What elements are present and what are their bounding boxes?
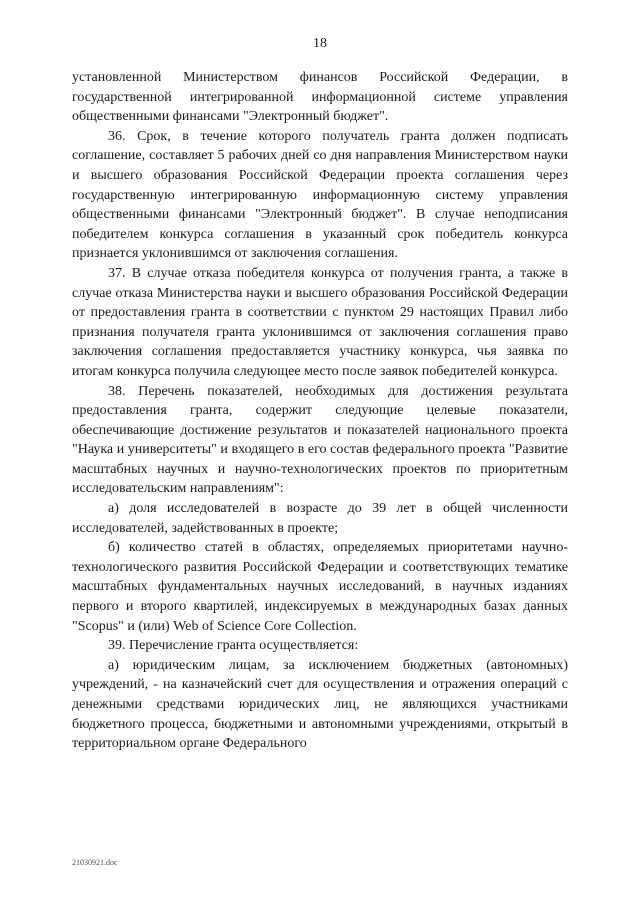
paragraph-continuation: установленной Министерством финансов Российской Федерации, в государственной интегрированной информационной системе управления общественными финансами "Электронный бюджет". bbox=[72, 70, 568, 125]
paragraph-39-item-a: а) юридическим лицам, за исключением бюджетных (автономных) учреждений, - на казначейский счет для осуществления и отражения операций с денежными средствами юридических лиц, не являющихся участниками бюджетного процесса, бюджетными и автономными учреждениями, открытый в территориальном органе Федерального bbox=[72, 657, 568, 752]
page-number: 18 bbox=[313, 36, 327, 51]
paragraph-38-item-b: б) количество статей в областях, определяемых приоритетами научно-технологического развития Российской Федерации и соответствующих тематике масштабных фундаментальных научных исследований, в научных изданиях первого и второго квартилей, индексируемых в международных базах данных "Scopus" и (или) Web of Science Core Collection. bbox=[72, 540, 568, 634]
document-body bbox=[72, 68, 568, 754]
file-name-footer: 21030921.doc bbox=[72, 858, 118, 867]
paragraph-36: 36. Срок, в течение которого получатель гранта должен подписать соглашение, составляет 5 рабочих дней со дня направления Министерством науки и высшего образования Российской Федерации проекта соглашения через государственную интегрированную информационную систему управления общественными финансами "Электронный бюджет". В случае неподписания победителем конкурса соглашения в указанный срок победитель конкурса признается уклонившимся от заключения соглашения. bbox=[72, 128, 568, 262]
paragraph-38: 38. Перечень показателей, необходимых для достижения результата предоставления гранта, содержит следующие целевые показатели, обеспечивающие достижение результатов и показателей национального проекта "Наука и университеты" и входящего в его состав федерального проекта "Развитие масштабных научных и научно-технологических проектов по приоритетным исследовательским направлениям": bbox=[72, 383, 568, 497]
paragraph-37: 37. В случае отказа победителя конкурса от получения гранта, а также в случае отказа Министерства науки и высшего образования Российской Федерации от предоставления гранта в соответствии с пунктом 29 настоящих Правил либо признания получателя гранта уклонившимся от заключения соглашения право заключения соглашения предоставляется участнику конкурса, чья заявка по итогам конкурса получила следующее место после заявок победителей конкурса. bbox=[72, 265, 568, 379]
paragraph-39: 39. Перечисление гранта осуществляется: bbox=[108, 638, 359, 654]
paragraph-38-item-a: а) доля исследователей в возрасте до 39 лет в общей численности исследователей, задействованных в проекте; bbox=[72, 501, 568, 536]
